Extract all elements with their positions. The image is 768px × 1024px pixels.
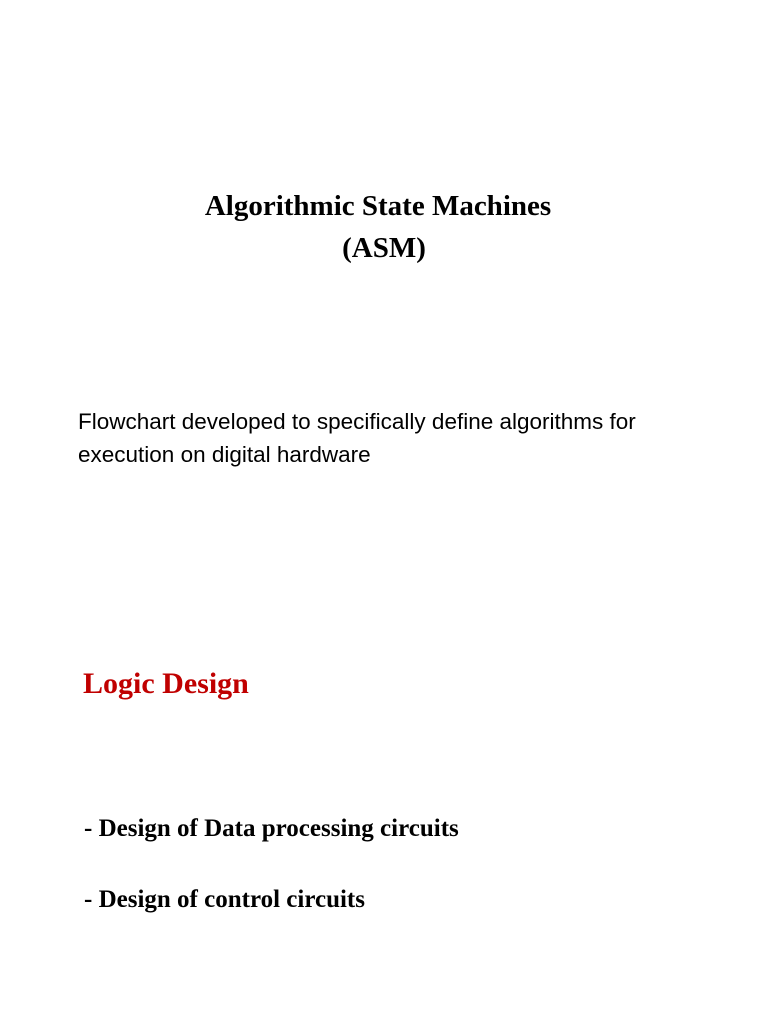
page-title: Algorithmic State Machines [204, 190, 552, 222]
bullet-item-control-circuits: - Design of control circuits [84, 886, 365, 913]
section-heading-logic-design: Logic Design [83, 667, 249, 700]
bullet-item-data-processing: - Design of Data processing circuits [84, 815, 459, 842]
page-title-abbreviation: (ASM) [342, 232, 426, 264]
intro-paragraph: Flowchart developed to specifically define algorithms for execution on digital hardware [78, 409, 636, 467]
